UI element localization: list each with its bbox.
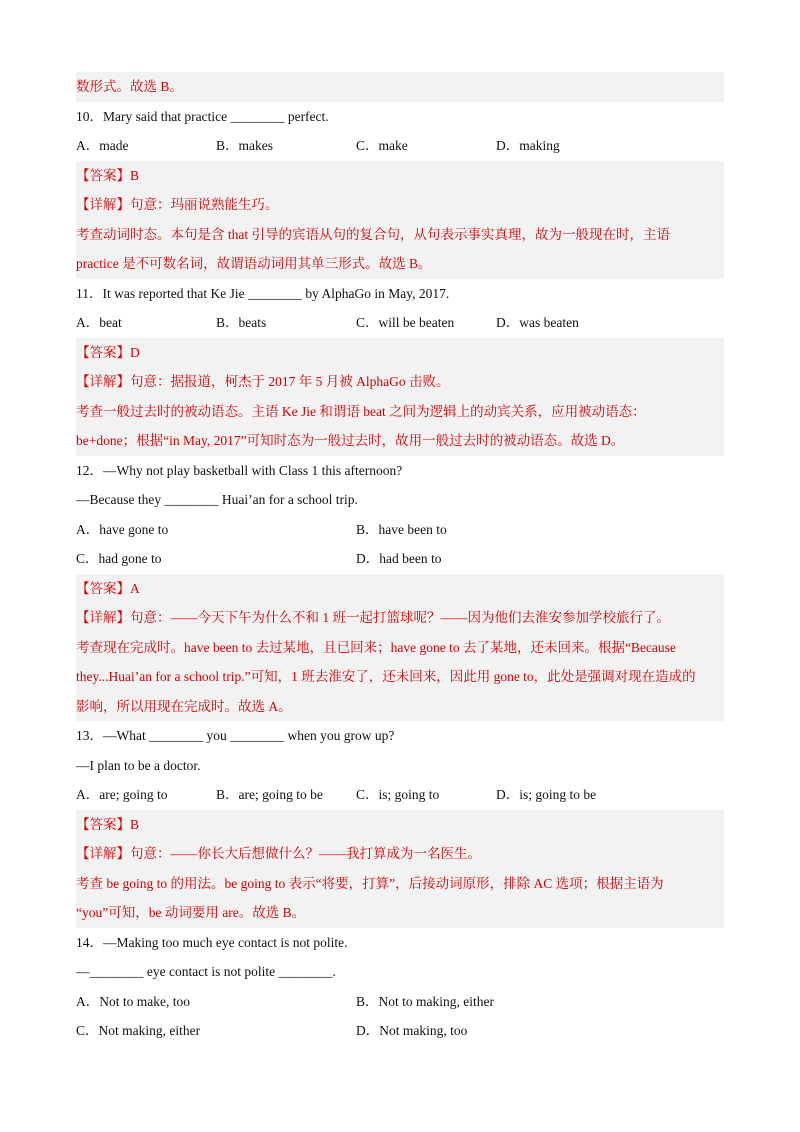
option-a: A．have gone to	[76, 521, 169, 537]
question-stem: 10．Mary said that practice ________ perfect.	[76, 108, 329, 124]
question-block	[76, 279, 724, 456]
explanation-line: 考查 be going to 的用法。be going to 表示“将要，打算”，后接动词原形，排除 AC 选项；根据主语为	[76, 875, 664, 891]
answer-label: 【答案】D	[76, 344, 140, 360]
explanation-line: practice 是不可数名词，故谓语动词用其单三形式。故选 B。	[76, 256, 432, 271]
option-a: A．are; going to	[76, 787, 168, 802]
explanation-line: 考查一般过去时的被动语态。主语 Ke Jie 和谓语 beat 之间为逻辑上的动宾关系，应用被动语态：	[76, 403, 646, 419]
option-b: B．have been to	[356, 521, 447, 537]
answer-box	[76, 574, 724, 722]
option-c: C．make	[356, 138, 408, 153]
option-d: D．was beaten	[496, 315, 579, 330]
option-a: A．Not to make, too	[76, 993, 190, 1009]
explanation-line: 【详解】句意：——今天下午为什么不和 1 班一起打篮球呢？——因为他们去淮安参加学校旅行了。	[76, 610, 670, 625]
explanation-line: 考查现在完成时。have been to 去过某地，且已回来；have gone to 去了某地，还未回来。根据“Because	[76, 639, 676, 655]
question-block	[76, 102, 724, 279]
options-row	[76, 308, 724, 338]
options-row	[76, 131, 724, 161]
options-row	[76, 544, 724, 574]
question-block	[76, 456, 724, 722]
option-b: B．Not to making, either	[356, 993, 494, 1009]
option-d: D．making	[496, 138, 560, 153]
question-block	[76, 721, 724, 928]
document-page	[76, 72, 724, 1046]
option-a: A．beat	[76, 315, 122, 330]
explanation-line: 【详解】句意：据报道，柯杰于 2017 年 5 月被 AlphaGo 击败。	[76, 374, 450, 389]
options-row	[76, 780, 724, 810]
explanation-line: be+done；根据“in May, 2017”可知时态为一般过去时，故用一般过去时的被动语态。故选 D。	[76, 433, 625, 448]
question-stem: 11．It was reported that Ke Jie ________ by AlphaGo in May, 2017.	[76, 285, 450, 301]
question-stem: —Because they ________ Huai’an for a school trip.	[76, 492, 358, 507]
option-b: B．are; going to be	[216, 787, 323, 802]
option-c: C．is; going to	[356, 787, 440, 802]
question-block	[76, 928, 724, 1046]
options-row	[76, 515, 724, 545]
explanation-line: 数形式。故选 B。	[76, 79, 183, 94]
explanation-line: “you”可知，be 动词要用 are。故选 B。	[76, 905, 306, 920]
option-d: D．Not making, too	[356, 1023, 468, 1038]
option-d: D．had been to	[356, 551, 442, 566]
explanation-line: 【详解】句意：——你长大后想做什么？——我打算成为一名医生。	[76, 846, 481, 861]
option-c: C．will be beaten	[356, 315, 455, 330]
answer-label: 【答案】A	[76, 580, 140, 596]
answer-box	[76, 810, 724, 928]
question-stem: —I plan to be a doctor.	[76, 757, 201, 773]
question-stem: 12．—Why not play basketball with Class 1 this afternoon?	[76, 462, 403, 478]
answer-label: 【答案】B	[76, 167, 140, 183]
answer-label: 【答案】B	[76, 816, 140, 832]
question-stem: 14．—Making too much eye contact is not polite.	[76, 934, 348, 950]
question-list	[76, 102, 724, 1046]
option-b: B．beats	[216, 315, 267, 330]
option-d: D．is; going to be	[496, 787, 597, 802]
explanation-line: 【详解】句意：玛丽说熟能生巧。	[76, 197, 279, 212]
answer-box	[76, 161, 724, 279]
explanation-line: 考查动词时态。本句是含 that 引导的宾语从句的复合句，从句表示事实真理，故为一般现在时，主语	[76, 226, 670, 242]
option-b: B．makes	[216, 138, 273, 153]
option-a: A．made	[76, 138, 129, 153]
option-c: C．Not making, either	[76, 1023, 201, 1038]
question-stem: —________ eye contact is not polite ________.	[76, 964, 336, 979]
option-c: C．had gone to	[76, 551, 162, 566]
explanation-line: 影响，所以用现在完成时。故选 A。	[76, 698, 292, 714]
options-row	[76, 1016, 724, 1046]
question-stem: 13．—What ________ you ________ when you grow up?	[76, 728, 395, 743]
options-row	[76, 987, 724, 1017]
answer-box	[76, 338, 724, 456]
previous-explanation-tail	[76, 72, 724, 102]
explanation-line: they...Huai’an for a school trip.”可知，1 班去淮安了，还未回来，因此用 gone to，此处是强调对现在造成的	[76, 669, 696, 684]
